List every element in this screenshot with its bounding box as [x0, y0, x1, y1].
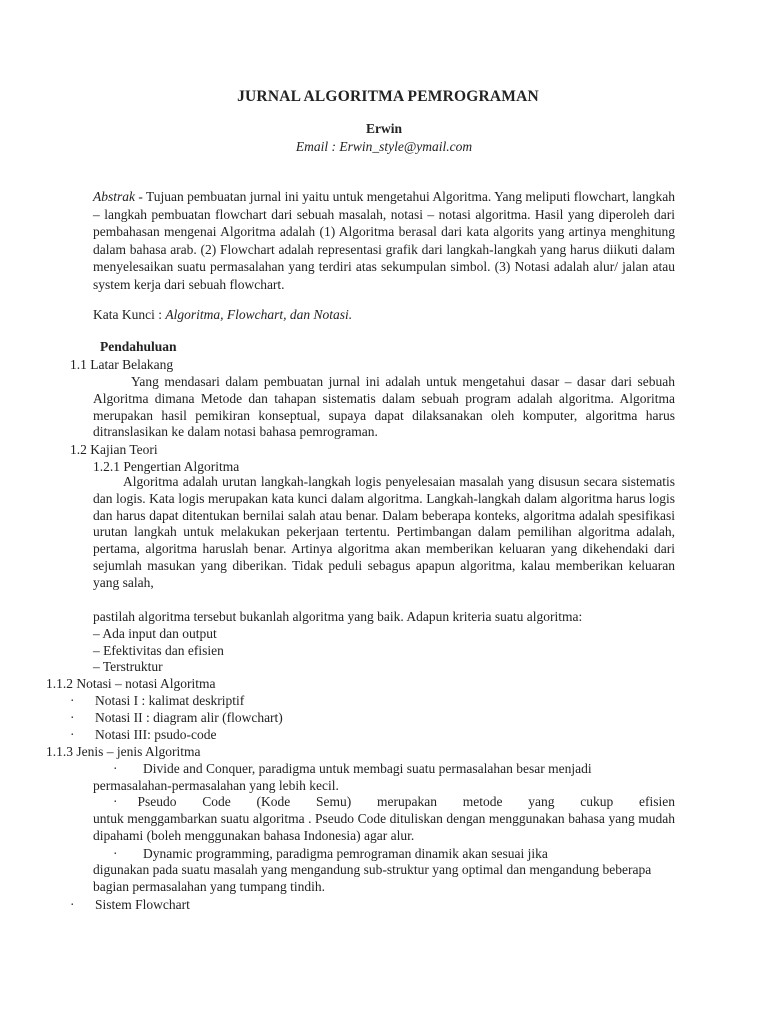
jenis-item-2: · Pseudo Code (Kode Semu) merupakan metode yang cukup efisien untuk menggambarkan suatu algoritma . Pseudo Code dituliskan dengan menggunakan bahasa yang mudah dipahami (boleh menggunakan bahasa Indonesia) agar alur. — [93, 794, 675, 843]
criteria-item: – Ada input dan output — [93, 626, 217, 641]
latar-belakang-paragraph: Yang mendasari dalam pembuatan jurnal ini adalah untuk mengetahui dasar – dasar dari sebuah Algoritma dimana Metode dan tahapan sistematis dalam sebuah program adalah algoritma. Algoritma merupakan hasil pemikiran konseptual, supaya dapat dilaksanakan oleh komputer, algoritma harus ditranslasikan ke dalam notasi bahasa pemrograman. — [93, 374, 675, 440]
document-title: JURNAL ALGORITMA PEMROGRAMAN — [237, 88, 539, 105]
keywords-label: Kata Kunci : — [93, 307, 166, 322]
keywords-value: Algoritma, Flowchart, dan Notasi. — [165, 307, 353, 322]
abstract-label: Abstrak — [93, 189, 135, 204]
notasi-item: · Notasi I : kalimat deskriptif — [70, 693, 245, 708]
notasi-item: · Notasi II : diagram alir (flowchart) — [70, 710, 283, 725]
keywords-line — [93, 307, 352, 323]
jenis-item-3-rest: digunakan pada suatu masalah yang mengandung sub-struktur yang optimal dan mengandung beberapa bagian permasalahan yang tumpang tindih. — [93, 862, 652, 894]
jenis-item-3-first: · Dynamic programming, paradigma pemrograman dinamik akan sesuai jika — [113, 846, 548, 861]
bullet-icon: · — [70, 710, 75, 725]
bullet-icon: · — [70, 727, 75, 742]
subsection-1-1-2: 1.1.2 Notasi – notasi Algoritma — [46, 676, 216, 691]
bullet-icon: · — [70, 693, 75, 708]
criteria-item: – Efektivitas dan efisien — [93, 643, 224, 658]
pengertian-last-line: pastilah algoritma tersebut bukanlah algoritma yang baik. Adapun kriteria suatu algoritma: — [93, 609, 583, 624]
criteria-item: – Terstruktur — [93, 659, 163, 674]
jenis-item-1-rest: permasalahan-permasalahan yang lebih kecil. — [93, 778, 339, 793]
bullet-icon: · — [70, 897, 75, 912]
bullet-icon: · — [113, 761, 118, 776]
subsection-1-1: 1.1 Latar Belakang — [70, 357, 174, 372]
author-name: Erwin — [365, 121, 402, 136]
abstract-paragraph — [93, 188, 675, 294]
subsection-1-2-1: 1.2.1 Pengertian Algoritma — [93, 459, 240, 474]
bullet-icon: · — [113, 846, 118, 861]
abstract-text: - Tujuan pembuatan jurnal ini yaitu untuk mengetahui Algoritma. Yang meliputi flowchart, langkah – langkah pembuatan flowchart dari sebuah masalah, notasi – notasi algoritma. Hasil yang diperoleh dari pembahasan mengenai Algoritma adalah (1) Algoritma berasal dari kata algorits yang artinya menghitung dalam bahasa arab. (2) Flowchart adalah representasi grafik dari langkah-langkah yang harus diikuti dalam menyelesaikan suatu permasalahan yang terdiri atas sekumpulan simbol. (3) Notasi adalah alur/ jalan atau system kerja dari sebuah flowchart. — [93, 189, 675, 292]
section-heading-pendahuluan: Pendahuluan — [100, 339, 177, 354]
subsection-1-2: 1.2 Kajian Teori — [70, 442, 158, 457]
bullet-icon: · — [113, 794, 118, 809]
subsection-1-1-3: 1.1.3 Jenis – jenis Algoritma — [46, 744, 201, 759]
sistem-flowchart-item: · Sistem Flowchart — [70, 897, 190, 912]
notasi-item: · Notasi III: psudo-code — [70, 727, 217, 742]
pengertian-paragraph: Algoritma adalah urutan langkah-langkah logis penyelesaian masalah yang disusun secara sistematis dan logis. Kata logis merupakan kata kunci dalam algoritma. Langkah-langkah dalam algoritma harus logis dan harus dapat ditentukan bernilai salah atau benar. Dalam beberapa konteks, algoritma adalah spesifikasi urutan langkah untuk melakukan pekerjaan tertentu. Pertimbangan dalam pemilihan algoritma adalah, pertama, algoritma haruslah benar. Artinya algoritma akan memberikan keluaran yang dikehendaki dari sejumlah masukan yang diberikan. Tidak peduli sebagus apapun algoritma, kalau memberikan keluaran yang salah, — [93, 474, 675, 590]
jenis-item-1-first: · Divide and Conquer, paradigma untuk membagi suatu permasalahan besar menjadi — [113, 761, 592, 776]
author-email: Email : Erwin_style@ymail.com — [295, 139, 473, 154]
